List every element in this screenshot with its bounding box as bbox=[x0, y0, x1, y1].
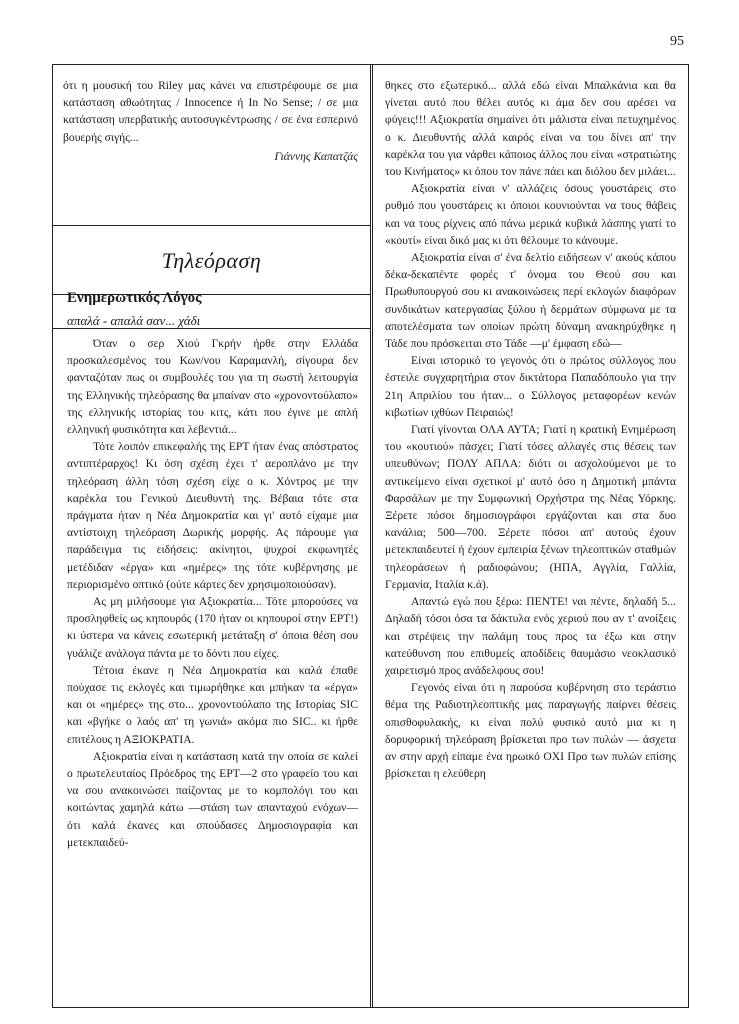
paragraph: Γιατί γίνονται ΟΛΑ ΑΥΤΑ; Γιατί η κρατική Ενημέρωση του «κουτιού» πάσχει; Γιατί τόσες αλλαγές στις θέσεις των υπευθύνων; ΠΟΛΥ ΑΠΛΑ: διότι οι ασχολούμενοι με το αντικείμενο είναι σχετικοί μ' αυτό όσο η Δημοτική μπάντα Φαρσάλων με την Συμφωνική Ορχήστρα της Νέας Υόρκης. Ξέρετε πόσοι δημοσιογράφοι εργάζονται και στα δυο κανάλια; 500—700. Ξέρετε πόσοι απ' αυτούς έχουν μετεκπαιδευτεί ή έχουν εμπειρία ξένων τηλεοπτικών σταθμών τηλεοράσεων ή ραδιοφώνου; (ΗΠΑ, Αγγλία, Γαλλία, Γερμανία, Ιταλία κ.ά). bbox=[385, 423, 676, 591]
article-body-right bbox=[385, 77, 676, 782]
paragraph: Τέτοια έκανε η Νέα Δημοκρατία και καλά έπαθε πούχασε τις εκλογές και τιμωρήθηκε και μπήκαν τα «έργα» και οι «ημέρες» της στο... χρονοντούλαπο της Ιστορίας SIC και «βγήκε ο λαός απ' τη γωνιά» ακόμα πιο SIC.. κι ήρθε επιτέλους η ΑΞΙΟΚΡΑΤΙΑ. bbox=[67, 663, 358, 746]
section-title: Τηλεόραση bbox=[161, 248, 262, 273]
previous-article-author: Γιάννης Καπατζάς bbox=[274, 149, 358, 163]
previous-article-text: ότι η μουσική του Riley μας κάνει να επιστρέφουμε σε μια κατάσταση αθωότητας / Innocence ή In No Sense; / σε μια κατάσταση υπερβατικής αυτοσυγκέντρωσης / σε ένα εσπερινό βουερής σιγής... bbox=[63, 79, 358, 144]
paragraph: Αξιοκρατία είναι ν' αλλάζεις όσους γουστάρεις στο ρυθμό που γουστάρεις κι όποιοι κουνιούνται να τους θάβεις και να τους ρίχνεις από πάνω μερικά κυβικά λάσπης γιατί το «κουτί» είναι δικό μας κι ότι θέλουμε το κάνουμε. bbox=[385, 182, 676, 247]
paragraph: Ας μη μιλήσουμε για Αξιοκρατία... Τότε μπορούσες να προσληφθείς ως κηπουρός (170 ήταν οι κηπουροί στην ΕΡΤ!) κι ύστερα να κάνεις εσωτερική μετάταξη σ' όποια θέση σου γυάλιζε ανάλογα πάντα με το δόντι που είχες. bbox=[67, 595, 358, 660]
paragraph: Αξιοκρατία είναι η κατάσταση κατά την οποία σε καλεί ο πρωτελευταίος Πρόεδρος της ΕΡΤ—2 στο γραφείο του και να σου ανακοινώσει παίζοντας με το κομπολόγι του και κοιτώντας χαμηλά κάτω —στάση των απανταχού ενόχων— ότι καλά έκανες και σπούδασες Δημοσιογραφία και μετεκπαιδεύ- bbox=[67, 749, 358, 849]
left-column bbox=[53, 65, 370, 1007]
paragraph: Είναι ιστορικό το γεγονός ότι ο πρώτος σύλλογος που έστειλε συγχαρητήρια στον δικτάτορα Παπαδόπουλο για την 21η Απριλίου του ήταν... ο Σύλλογος μεταφορέων κενών κιβωτίων ιχθύων Πειραιώς! bbox=[385, 354, 676, 419]
paragraph: Γεγονός είναι ότι η παρούσα κυβέρνηση στο τεράστιο θέμα της Ραδιοτηλεοπτικής μας παραγωγής παίρνει θέσεις οπισθοφυλακής, κι είναι πολύ φυσικό αυτό μια κι η δορυφορική τηλεόραση βρίσκεται προ των πυλών — άσχετα αν στην αρχή είπαμε ένα ηρωικό ΟΧΙ Προ των πυλών επίσης βρίσκεται η ελεύθερη bbox=[385, 681, 676, 781]
right-column bbox=[373, 65, 688, 1007]
paragraph: Απαντώ εγώ που ξέρω: ΠΕΝΤΕ! ναι πέντε, δηλαδή 5... Δηλαδή τόσοι όσα τα δάκτυλα ενός χεριού που αν τ' ανοίξεις και στρέψεις την παλάμη τους προς τα έξω και στην κατεύθυνση που επιθυμείς αποδίδεις θαυμάσιο νεοκλασικό χαιρετισμό προς ανάδελφους σου! bbox=[385, 595, 676, 677]
article-subtitle: απαλά - απαλά σαν... χάδι bbox=[67, 313, 201, 328]
article-frame bbox=[52, 64, 689, 1008]
article-body-left bbox=[67, 335, 358, 851]
paragraph: Αξιοκρατία είναι σ' ένα δελτίο ειδήσεων ν' ακούς κάπου δέκα-δεκαπέντε φορές τ' όνομα του Θεού σου και Πρωθυπουργού σου κι ανακοινώσεις περί εκλογών διαφόρων συνδικάτων κατεργασίας ξύλου ή δερμάτων σύμφωνα με τα αποτελέσματα των οποίων πρώτη δύναμη ανακηρύχθηκε η Τάδε που πρόσκειται στο Τάδε —μ' έμφαση εδώ— bbox=[385, 251, 676, 351]
page-number: 95 bbox=[670, 34, 684, 49]
paragraph: Όταν ο σερ Χιού Γκρήν ήρθε στην Ελλάδα προσκαλεσμένος του Κων/νου Καραμανλή, σίγουρα δεν φανταζόταν πως οι συμβουλές του για τη σωστή λειτουργία της Ελληνικής τηλεόρασης θα μπαίναν στο «χρονοντούλαπο» της ελληνικής ιστορίας του κιτς, κάτι που έγινε με απλή ελληνική φυσικότητα και λεβεντιά... bbox=[67, 337, 358, 437]
paragraph: Τότε λοιπόν επικεφαλής της ΕΡΤ ήταν ένας απόστρατος αντιπτέραρχος! Κι όση σχέση έχει τ' αεροπλάνο με την τηλεόραση άλλη τόση σχέση είχε ο κ. Χόντρος με την καρέκλα του Γενικού Διευθυντή της. Βέβαια τότε στα πράγματα ήταν η Νέα Δημοκρατία και γι' αυτό είχαμε μια αντίστοιχη τηλεόραση Δωρικής μορφής. Ας πάρουμε για παράδειγμα τις ειδήσεις: ακίνητοι, ψυχροί εκφωνητές μετέδιδαν «έργα» και «ημέρες» της τότε κυβέρνησης με περιορισμένο οπτικό (ούτε κάρτες δεν χρησιμοποιούσαν). bbox=[67, 440, 358, 591]
previous-article-ending bbox=[63, 77, 358, 165]
article-title: Ενημερωτικός Λόγος bbox=[67, 290, 202, 306]
paragraph: θηκες στο εξωτερικό... αλλά εδώ είναι Μπαλκάνια και θα γίνεται αυτό που θέλει αυτός κι άμα δεν σου αρέσει να φύγεις!!! Αξιοκρατία σημαίνει ότι μάλιστα είναι πετυχημένος ο κ. Διευθυντής αλλά καιρός είναι να του δίνει απ' την καρέκλα του για νάρθει κάποιος άλλος που είναι «στρατιώτης του Κινήματος» κι όπου τον πάνε πάει και διόλου δεν μιλάει... bbox=[385, 79, 676, 179]
